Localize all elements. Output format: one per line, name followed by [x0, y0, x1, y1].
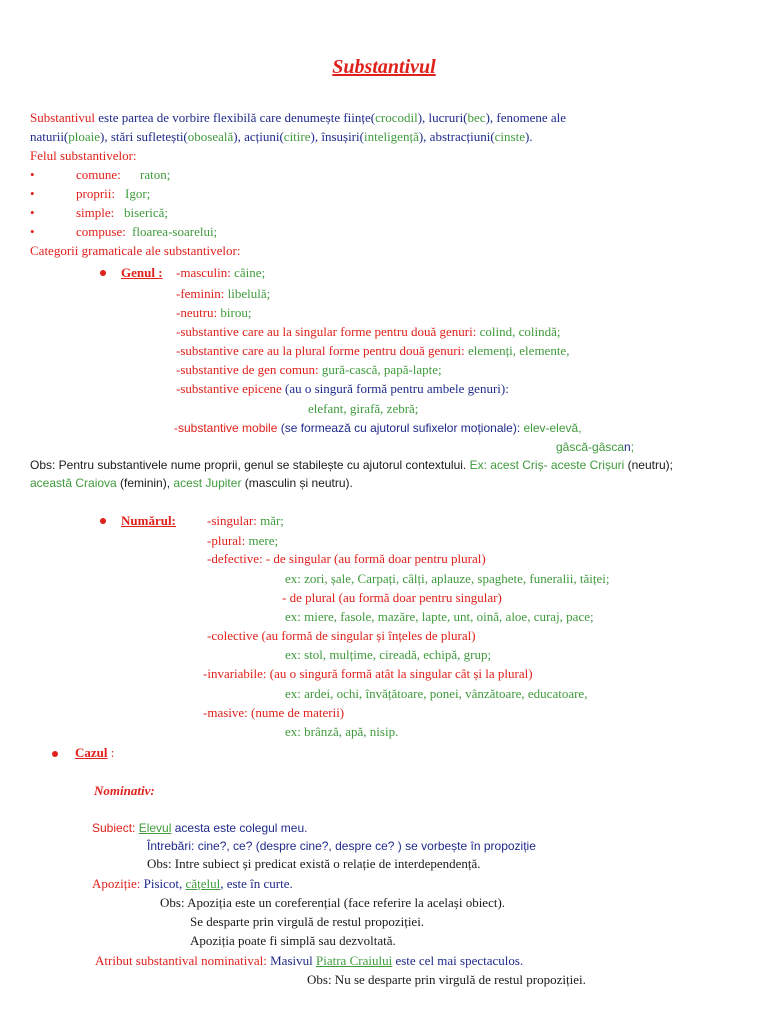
genul-line	[176, 265, 265, 281]
text-run: ex: zori, șale, Carpați, câlți, aplauze, spaghete, funeralii, tăiței;	[285, 571, 610, 586]
categorii-heading: Categorii gramaticale ale substantivelor:	[30, 243, 241, 258]
text-run: este cel mai spectaculos.	[392, 953, 524, 968]
genul-line	[176, 381, 509, 397]
genul-epicene-example: elefant, girafă, zebră;	[308, 401, 419, 416]
nominativ-heading: Nominativ:	[94, 783, 155, 798]
numarul-bullet-icon	[100, 512, 106, 528]
page-title: Substantivul	[332, 56, 436, 78]
list-item-example: Igor;	[125, 186, 151, 201]
text-run: -feminin:	[176, 286, 228, 301]
bullet: •	[30, 205, 35, 220]
numarul-label: Numărul:	[121, 513, 176, 528]
felul-heading: Felul substantivelor:	[30, 148, 137, 163]
text-run: , este în curte.	[220, 876, 293, 891]
text-run: Întrebări: cine?, ce? (despre cine?, despre ce? ) se vorbește în propoziție	[147, 839, 536, 853]
cazul-line	[190, 914, 424, 930]
text-run: cinste	[494, 129, 525, 144]
text-run: Ex: acest Criș- aceste Crișuri	[469, 458, 625, 472]
genul-bullet-icon	[100, 264, 106, 280]
text-run: ex: brânză, apă, nisip.	[285, 724, 399, 739]
list-item	[30, 205, 115, 221]
text-run: libelulă;	[227, 286, 271, 301]
cazul-colon: :	[107, 745, 115, 760]
numarul-line	[207, 533, 278, 549]
cazul-line	[160, 895, 505, 911]
text-run: ), însușiri(	[310, 129, 364, 144]
text-run: -neutru:	[176, 305, 221, 320]
text-run: elev-elevă,	[523, 421, 582, 435]
text-run: Obs: Pentru substantivele nume proprii, genul se stabilește cu ajutorul contextului.	[30, 458, 470, 472]
list-item	[30, 186, 115, 202]
text-run: mere;	[248, 533, 279, 548]
intro-line-2	[30, 129, 533, 145]
text-run: elemenți, elemente,	[468, 343, 570, 358]
numarul-line	[285, 609, 594, 625]
cazul-line	[147, 838, 536, 854]
list-item	[30, 224, 126, 240]
cazul-line	[95, 953, 523, 969]
bullet: •	[30, 167, 35, 182]
text-run: (au o singură formă pentru ambele genuri):	[285, 381, 509, 396]
cazul-heading	[75, 745, 114, 761]
text-run: cățelul	[185, 876, 221, 891]
numarul-line	[203, 666, 533, 682]
text-run: Substantivul	[30, 110, 96, 125]
numarul-line	[282, 590, 502, 606]
text-run: ex: stol, mulțime, cireadă, echipă, grup;	[285, 647, 492, 662]
text-run: ), abstracțiuni(	[418, 129, 495, 144]
text-run: Apoziția poate fi simplă sau dezvoltată.	[190, 933, 396, 948]
genul-line	[176, 362, 442, 378]
cazul-label: Cazul	[75, 745, 108, 760]
intro-line-1	[30, 110, 566, 126]
text-run: această Craiova	[30, 476, 117, 490]
cazul-line	[190, 933, 396, 949]
text-run: -defective: - de singular (au formă doar pentru plural)	[207, 551, 486, 566]
genul-line	[176, 343, 569, 359]
numarul-line	[285, 571, 610, 587]
genul-line	[176, 286, 270, 302]
text-run: (se formează cu ajutorul sufixelor moționale):	[280, 421, 524, 435]
text-run: n	[624, 440, 631, 454]
text-run: -masculin:	[176, 265, 235, 280]
numarul-line	[203, 705, 344, 721]
text-run: ).	[524, 129, 533, 144]
list-item-label: proprii:	[76, 186, 115, 201]
text-run: ex: ardei, ochi, învățătoare, ponei, vânzătoare, educatoare,	[285, 686, 588, 701]
list-item-example: floarea-soarelui;	[132, 224, 218, 239]
genul-line	[176, 324, 560, 340]
cazul-line	[147, 856, 481, 872]
obs-gen-line-1	[30, 457, 673, 473]
text-run: este partea de vorbire flexibilă care denumește ființe(	[95, 110, 376, 125]
text-run: ;	[630, 440, 635, 454]
list-item-example: raton;	[140, 167, 171, 182]
text-run: Subiect:	[92, 821, 139, 835]
text-run: -masive: (nume de materii)	[203, 705, 345, 720]
genul-label: Genul :	[121, 265, 163, 280]
text-run: - de plural (au formă doar pentru singular)	[282, 590, 502, 605]
text-run: ploaie	[68, 129, 101, 144]
text-run: Masivul	[270, 953, 316, 968]
text-run: ), acțiuni(	[233, 129, 284, 144]
text-run: -plural:	[207, 533, 249, 548]
text-run: Obs: Intre subiect și predicat există o relație de interdependență.	[147, 856, 481, 871]
cazul-line	[92, 820, 307, 836]
numarul-line	[285, 686, 587, 702]
text-run: naturii(	[30, 129, 69, 144]
text-run: -substantive care au la singular forme pentru două genuri:	[176, 324, 480, 339]
text-run: ), fenomene ale	[485, 110, 567, 125]
text-run: citire	[283, 129, 311, 144]
text-run: (neutru);	[624, 458, 673, 472]
numarul-line	[285, 647, 491, 663]
text-run: -substantive epicene	[176, 381, 286, 396]
text-run: -singular:	[207, 513, 261, 528]
text-run: ex: miere, fasole, mazăre, lapte, unt, oină, aloe, curaj, pace;	[285, 609, 594, 624]
text-run: Atribut substantival nominatival:	[95, 953, 271, 968]
text-run: Se desparte prin virgulă de restul propoziției.	[190, 914, 425, 929]
text-run: Apoziție:	[92, 876, 144, 891]
genul-mobile-line	[174, 420, 582, 436]
text-run: câine;	[234, 265, 266, 280]
text-run: -invariabile: (au o singură formă atât la singular cât și la plural)	[203, 666, 533, 681]
text-run: ), stări sufletești(	[100, 129, 188, 144]
genul-mobile-example	[556, 439, 634, 455]
text-run: Piatra Craiului	[316, 953, 393, 968]
text-run: oboseală	[187, 129, 234, 144]
text-run: -substantive mobile	[174, 421, 281, 435]
text-run: gură-cască, papă-lapte;	[321, 362, 442, 377]
cazul-bullet-icon	[52, 745, 58, 761]
text-run: Obs: Nu se desparte prin virgulă de restul propoziției.	[307, 972, 586, 987]
numarul-line	[285, 724, 398, 740]
list-item-label: compuse:	[76, 224, 126, 239]
list-item	[30, 167, 121, 183]
text-run: birou;	[220, 305, 252, 320]
text-run: -substantive care au la plural forme pentru două genuri:	[176, 343, 469, 358]
text-run: acest Jupiter	[173, 476, 242, 490]
obs-gen-line-2	[30, 475, 353, 491]
text-run: gâscă-gâsca	[556, 440, 625, 454]
bullet: •	[30, 186, 35, 201]
list-item-example: biserică;	[124, 205, 169, 220]
text-run: Elevul	[138, 821, 172, 835]
text-run: Obs: Apoziția este un coreferențial (face referire la același obiect).	[160, 895, 506, 910]
text-run: inteligență	[363, 129, 419, 144]
numarul-line	[207, 551, 486, 567]
bullet: •	[30, 224, 35, 239]
genul-line	[176, 305, 251, 321]
text-run: (masculin și neutru).	[241, 476, 353, 490]
text-run: -colective (au formă de singular și înțeles de plural)	[207, 628, 476, 643]
text-run: bec	[467, 110, 486, 125]
text-run: crocodil	[375, 110, 418, 125]
cazul-line	[92, 876, 293, 892]
list-item-label: comune:	[76, 167, 121, 182]
numarul-line	[207, 628, 476, 644]
numarul-line	[207, 513, 284, 529]
text-run: Pisicot,	[143, 876, 186, 891]
text-run: ), lucruri(	[417, 110, 468, 125]
text-run: (feminin),	[116, 476, 174, 490]
text-run: colind, colindă;	[479, 324, 561, 339]
text-run: măr;	[260, 513, 284, 528]
text-run: -substantive de gen comun:	[176, 362, 322, 377]
cazul-line	[307, 972, 586, 988]
text-run: acesta este colegul meu.	[171, 821, 308, 835]
list-item-label: simple:	[76, 205, 115, 220]
